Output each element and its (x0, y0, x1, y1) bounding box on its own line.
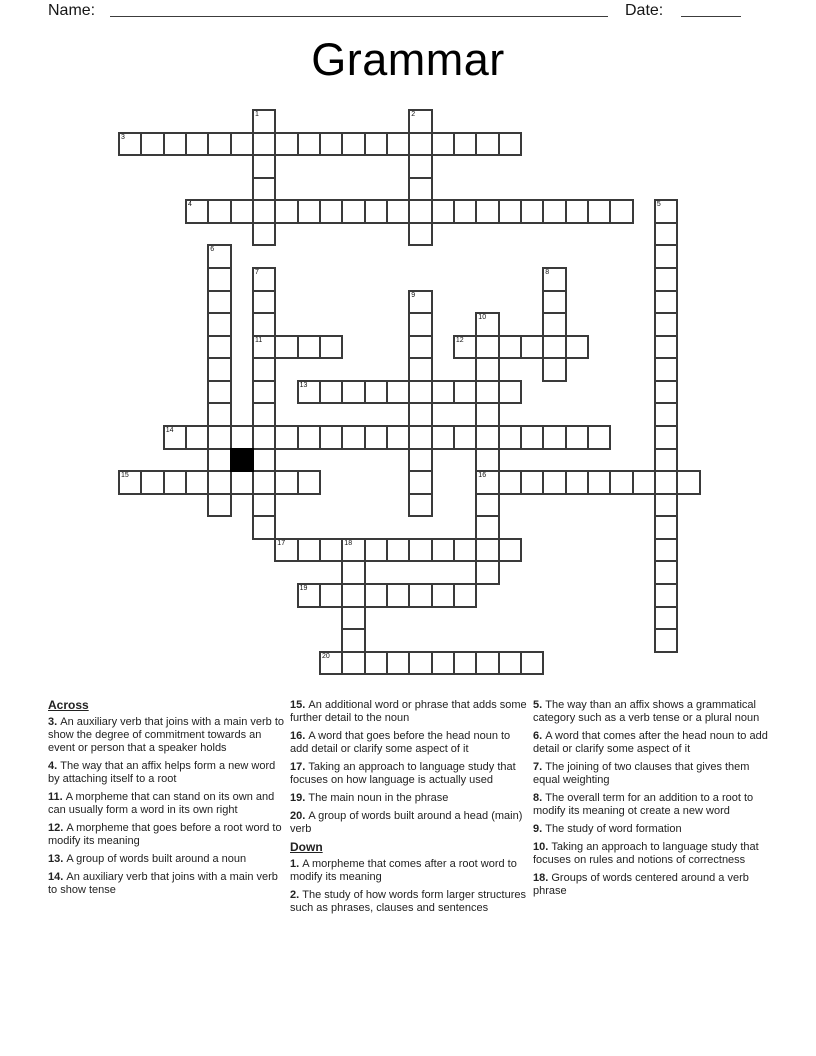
grid-cell[interactable] (364, 651, 388, 676)
grid-cell[interactable] (274, 470, 298, 495)
grid-cell[interactable] (475, 515, 499, 540)
grid-cell[interactable] (632, 470, 656, 495)
clue-16: 16. A word that goes before the head noun to add detail or clarify some aspect of it (290, 730, 511, 755)
grid-cell[interactable] (185, 199, 209, 224)
grid-cell[interactable] (252, 380, 276, 405)
grid-cell[interactable] (207, 290, 231, 315)
grid-cell[interactable] (207, 402, 231, 427)
grid-cell[interactable] (475, 448, 499, 473)
grid-cell[interactable] (453, 538, 477, 563)
grid-cell[interactable] (408, 448, 432, 473)
cell-number: 16 (478, 472, 487, 480)
grid-cell[interactable] (654, 425, 678, 450)
grid-cell[interactable] (341, 651, 365, 676)
grid-cell[interactable] (386, 132, 410, 157)
grid-cell[interactable] (453, 335, 477, 360)
clue-9: 9. The study of word formation (533, 823, 682, 835)
grid-cell[interactable] (364, 132, 388, 157)
cell-number: 1 (255, 111, 259, 118)
grid-cell[interactable] (498, 335, 522, 360)
grid-cell[interactable] (118, 132, 142, 157)
grid-cell[interactable] (654, 470, 678, 495)
grid-cell[interactable] (408, 177, 432, 202)
grid-cell[interactable] (341, 560, 365, 585)
grid-cell[interactable] (297, 583, 321, 608)
grid-cell[interactable] (475, 425, 499, 450)
grid-cell[interactable] (676, 470, 700, 495)
grid-cell[interactable] (386, 199, 410, 224)
grid-cell[interactable] (408, 425, 432, 450)
grid-cell[interactable] (364, 538, 388, 563)
grid-cell[interactable] (341, 606, 365, 631)
grid-cell[interactable] (163, 470, 187, 495)
grid-cell[interactable] (319, 132, 343, 157)
grid-cell[interactable] (542, 267, 566, 292)
grid-cell-black (230, 448, 254, 473)
grid-cell[interactable] (654, 290, 678, 315)
grid-cell[interactable] (408, 132, 432, 157)
grid-cell[interactable] (587, 470, 611, 495)
grid-cell[interactable] (297, 425, 321, 450)
clue-8: 8. The overall term for an addition to a root to modify its meaning ot create a new word (533, 792, 754, 817)
clue-4: 4. The way that an affix helps form a new word by attaching itself to a root (48, 760, 276, 785)
grid-cell[interactable] (408, 357, 432, 382)
grid-cell[interactable] (609, 470, 633, 495)
grid-cell[interactable] (453, 380, 477, 405)
grid-cell[interactable] (140, 132, 164, 157)
grid-cell[interactable] (654, 560, 678, 585)
grid-cell[interactable] (565, 470, 589, 495)
grid-cell[interactable] (520, 651, 544, 676)
cell-number: 6 (210, 246, 215, 254)
grid-cell[interactable] (520, 470, 544, 495)
clue-6: 6. A word that comes after the head noun to add detail or clarify some aspect of it (533, 730, 768, 755)
grid-cell[interactable] (609, 199, 633, 224)
grid-cell[interactable] (453, 132, 477, 157)
grid-cell[interactable] (565, 335, 589, 360)
grid-cell[interactable] (498, 538, 522, 563)
grid-cell[interactable] (498, 425, 522, 450)
grid-cell[interactable] (498, 470, 522, 495)
grid-cell[interactable] (297, 538, 321, 563)
grid-cell[interactable] (319, 380, 343, 405)
cell-number: 5 (656, 201, 661, 209)
grid-cell[interactable] (274, 538, 298, 563)
grid-cell[interactable] (252, 402, 276, 427)
grid-cell[interactable] (475, 335, 499, 360)
grid-cell[interactable] (252, 493, 276, 518)
grid-cell[interactable] (319, 199, 343, 224)
grid-cell[interactable] (386, 425, 410, 450)
clue-20: 20. A group of words built around a head (main) verb (290, 810, 523, 835)
grid-cell[interactable] (230, 425, 254, 450)
grid-cell[interactable] (364, 380, 388, 405)
clue-3: 3. An auxiliary verb that joins with a main verb to show the degree of commitment towards an event or person that a speaker holds (48, 716, 285, 754)
cell-number: 20 (322, 652, 330, 660)
grid-cell[interactable] (341, 199, 365, 224)
grid-cell[interactable] (498, 132, 522, 157)
grid-cell[interactable] (475, 132, 499, 157)
grid-cell[interactable] (207, 132, 231, 157)
cell-number: 19 (299, 585, 308, 592)
grid-cell[interactable] (319, 583, 343, 608)
grid-cell[interactable] (207, 244, 231, 269)
grid-cell[interactable] (207, 493, 231, 518)
grid-cell[interactable] (542, 199, 566, 224)
grid-cell[interactable] (565, 199, 589, 224)
clue-13: 13. A group of words built around a noun (48, 853, 247, 865)
date-label: Date: (625, 2, 664, 19)
grid-cell[interactable] (252, 312, 276, 337)
grid-cell[interactable] (475, 493, 499, 518)
grid-cell[interactable] (386, 538, 410, 563)
cell-number: 4 (188, 201, 192, 209)
grid-cell[interactable] (252, 425, 276, 450)
grid-cell[interactable] (408, 538, 432, 563)
grid-cell[interactable] (341, 538, 365, 563)
grid-cell[interactable] (252, 448, 276, 473)
grid-cell[interactable] (520, 199, 544, 224)
grid-cell[interactable] (587, 199, 611, 224)
grid-cell[interactable] (654, 199, 678, 224)
grid-cell[interactable] (408, 154, 432, 179)
cell-number: 17 (277, 539, 286, 547)
grid-cell[interactable] (654, 312, 678, 337)
clue-18: 18. Groups of words centered around a verb phrase (533, 872, 749, 897)
grid-cell[interactable] (520, 335, 544, 360)
grid-cell[interactable] (140, 470, 164, 495)
grid-cell[interactable] (475, 651, 499, 676)
grid-cell[interactable] (475, 357, 499, 382)
grid-cell[interactable] (475, 312, 499, 337)
grid-cell[interactable] (341, 132, 365, 157)
grid-cell[interactable] (297, 132, 321, 157)
grid-cell[interactable] (431, 583, 455, 608)
grid-cell[interactable] (252, 290, 276, 315)
grid-cell[interactable] (431, 199, 455, 224)
cell-number: 18 (344, 539, 353, 547)
grid-cell[interactable] (341, 425, 365, 450)
grid-cell[interactable] (408, 199, 432, 224)
cell-number: 11 (255, 336, 263, 344)
clue-14: 14. An auxiliary verb that joins with a main verb to show tense (48, 871, 278, 896)
grid-cell[interactable] (386, 583, 410, 608)
grid-cell[interactable] (252, 267, 276, 292)
grid-cell[interactable] (252, 335, 276, 360)
grid-cell[interactable] (408, 493, 432, 518)
grid-cell[interactable] (408, 335, 432, 360)
clues-column (48, 699, 286, 902)
grid-cell[interactable] (431, 425, 455, 450)
grid-cell[interactable] (252, 132, 276, 157)
clue-2: 2. The study of how words form larger structures such as phrases, clauses and sentences (290, 889, 526, 914)
grid-cell[interactable] (408, 312, 432, 337)
grid-cell[interactable] (297, 199, 321, 224)
grid-cell[interactable] (230, 199, 254, 224)
clue-5: 5. The way than an affix shows a grammatical category such as a verb tense or a plural noun (533, 699, 760, 724)
grid-cell[interactable] (654, 380, 678, 405)
grid-cell[interactable] (654, 448, 678, 473)
cell-number: 10 (478, 314, 487, 322)
grid-cell[interactable] (542, 290, 566, 315)
cell-number: 15 (121, 472, 129, 480)
grid-cell[interactable] (431, 380, 455, 405)
grid-cell[interactable] (542, 425, 566, 450)
grid-cell[interactable] (319, 425, 343, 450)
grid-cell[interactable] (654, 606, 678, 631)
grid-cell[interactable] (185, 425, 209, 450)
clue-11: 11. A morpheme that can stand on its own and can usually form a word in its own right (48, 791, 275, 816)
grid-cell[interactable] (408, 583, 432, 608)
cell-number: 9 (411, 291, 416, 299)
grid-cell[interactable] (431, 132, 455, 157)
grid-cell[interactable] (341, 583, 365, 608)
grid-cell[interactable] (207, 357, 231, 382)
grid-cell[interactable] (498, 199, 522, 224)
grid-cell[interactable] (207, 312, 231, 337)
grid-cell[interactable] (498, 380, 522, 405)
grid-cell[interactable] (118, 470, 142, 495)
cell-number: 12 (455, 336, 464, 344)
clue-1: 1. A morpheme that comes after a root word to modify its meaning (290, 858, 517, 883)
clues-section-header-across: Across (48, 698, 89, 712)
grid-cell[interactable] (319, 651, 343, 676)
clue-19: 19. The main noun in the phrase (290, 792, 449, 804)
clues-section-header-down: Down (290, 840, 323, 854)
grid-cell[interactable] (475, 470, 499, 495)
grid-cell[interactable] (542, 357, 566, 382)
grid-cell[interactable] (431, 651, 455, 676)
grid-cell[interactable] (453, 425, 477, 450)
grid-cell[interactable] (252, 357, 276, 382)
grid-cell[interactable] (252, 470, 276, 495)
clues-column (290, 699, 528, 920)
grid-cell[interactable] (252, 177, 276, 202)
grid-cell[interactable] (185, 470, 209, 495)
grid-cell[interactable] (297, 380, 321, 405)
cell-number: 14 (165, 427, 174, 434)
grid-cell[interactable] (654, 357, 678, 382)
grid-cell[interactable] (252, 154, 276, 179)
grid-cell[interactable] (475, 538, 499, 563)
grid-cell[interactable] (364, 583, 388, 608)
grid-cell[interactable] (408, 380, 432, 405)
grid-cell[interactable] (654, 267, 678, 292)
grid-cell[interactable] (252, 109, 276, 134)
cell-number: 3 (121, 133, 125, 141)
grid-cell[interactable] (654, 493, 678, 518)
grid-cell[interactable] (207, 199, 231, 224)
grid-cell[interactable] (542, 312, 566, 337)
grid-cell[interactable] (654, 222, 678, 247)
grid-cell[interactable] (408, 402, 432, 427)
grid-cell[interactable] (386, 380, 410, 405)
grid-cell[interactable] (654, 538, 678, 563)
grid-cell[interactable] (654, 244, 678, 269)
grid-cell[interactable] (520, 425, 544, 450)
grid-cell[interactable] (453, 651, 477, 676)
grid-cell[interactable] (364, 425, 388, 450)
grid-cell[interactable] (207, 470, 231, 495)
grid-cell[interactable] (207, 448, 231, 473)
grid-cell[interactable] (230, 132, 254, 157)
grid-cell[interactable] (475, 402, 499, 427)
cell-number: 2 (411, 111, 416, 118)
grid-cell[interactable] (542, 335, 566, 360)
grid-cell[interactable] (230, 470, 254, 495)
grid-cell[interactable] (654, 402, 678, 427)
grid-cell[interactable] (274, 335, 298, 360)
grid-cell[interactable] (319, 538, 343, 563)
grid-cell[interactable] (542, 470, 566, 495)
grid-cell[interactable] (274, 425, 298, 450)
cell-number: 8 (545, 269, 550, 276)
grid-cell[interactable] (475, 199, 499, 224)
grid-cell[interactable] (408, 109, 432, 134)
clue-15: 15. An additional word or phrase that adds some further detail to the noun (290, 699, 527, 724)
grid-cell[interactable] (364, 199, 388, 224)
grid-cell[interactable] (319, 335, 343, 360)
grid-cell[interactable] (386, 651, 410, 676)
clue-12: 12. A morpheme that goes before a root word to modify its meaning (48, 822, 282, 847)
page-title: Grammar (311, 34, 505, 85)
grid-cell[interactable] (274, 132, 298, 157)
clues-column (533, 699, 771, 903)
name-label: Name: (48, 2, 96, 19)
grid-cell[interactable] (453, 199, 477, 224)
grid-cell[interactable] (207, 380, 231, 405)
grid-cell[interactable] (498, 651, 522, 676)
cell-number: 7 (255, 269, 259, 276)
grid-cell[interactable] (408, 470, 432, 495)
cell-number: 13 (299, 381, 308, 389)
grid-cell[interactable] (654, 628, 678, 653)
grid-cell[interactable] (654, 583, 678, 608)
grid-cell[interactable] (341, 628, 365, 653)
grid-cell[interactable] (475, 380, 499, 405)
grid-cell[interactable] (163, 132, 187, 157)
grid-cell[interactable] (654, 335, 678, 360)
grid-cell[interactable] (252, 515, 276, 540)
grid-cell[interactable] (408, 222, 432, 247)
grid-cell[interactable] (207, 335, 231, 360)
grid-cell[interactable] (408, 651, 432, 676)
grid-cell[interactable] (341, 380, 365, 405)
grid-cell[interactable] (252, 199, 276, 224)
grid-cell[interactable] (453, 583, 477, 608)
grid-cell[interactable] (587, 425, 611, 450)
grid-cell[interactable] (185, 132, 209, 157)
grid-cell[interactable] (274, 199, 298, 224)
clue-10: 10. Taking an approach to language study that focuses on rules and notions of correctness (533, 841, 759, 866)
clue-7: 7. The joining of two clauses that gives them equal weighting (533, 761, 750, 786)
grid-cell[interactable] (408, 290, 432, 315)
grid-cell[interactable] (207, 425, 231, 450)
clue-17: 17. Taking an approach to language study that focuses on how language is actually used (290, 761, 516, 786)
grid-cell[interactable] (252, 222, 276, 247)
grid-cell[interactable] (297, 470, 321, 495)
grid-cell[interactable] (475, 560, 499, 585)
grid-cell[interactable] (163, 425, 187, 450)
grid-cell[interactable] (565, 425, 589, 450)
grid-cell[interactable] (297, 335, 321, 360)
grid-cell[interactable] (207, 267, 231, 292)
grid-cell[interactable] (654, 515, 678, 540)
grid-cell[interactable] (431, 538, 455, 563)
